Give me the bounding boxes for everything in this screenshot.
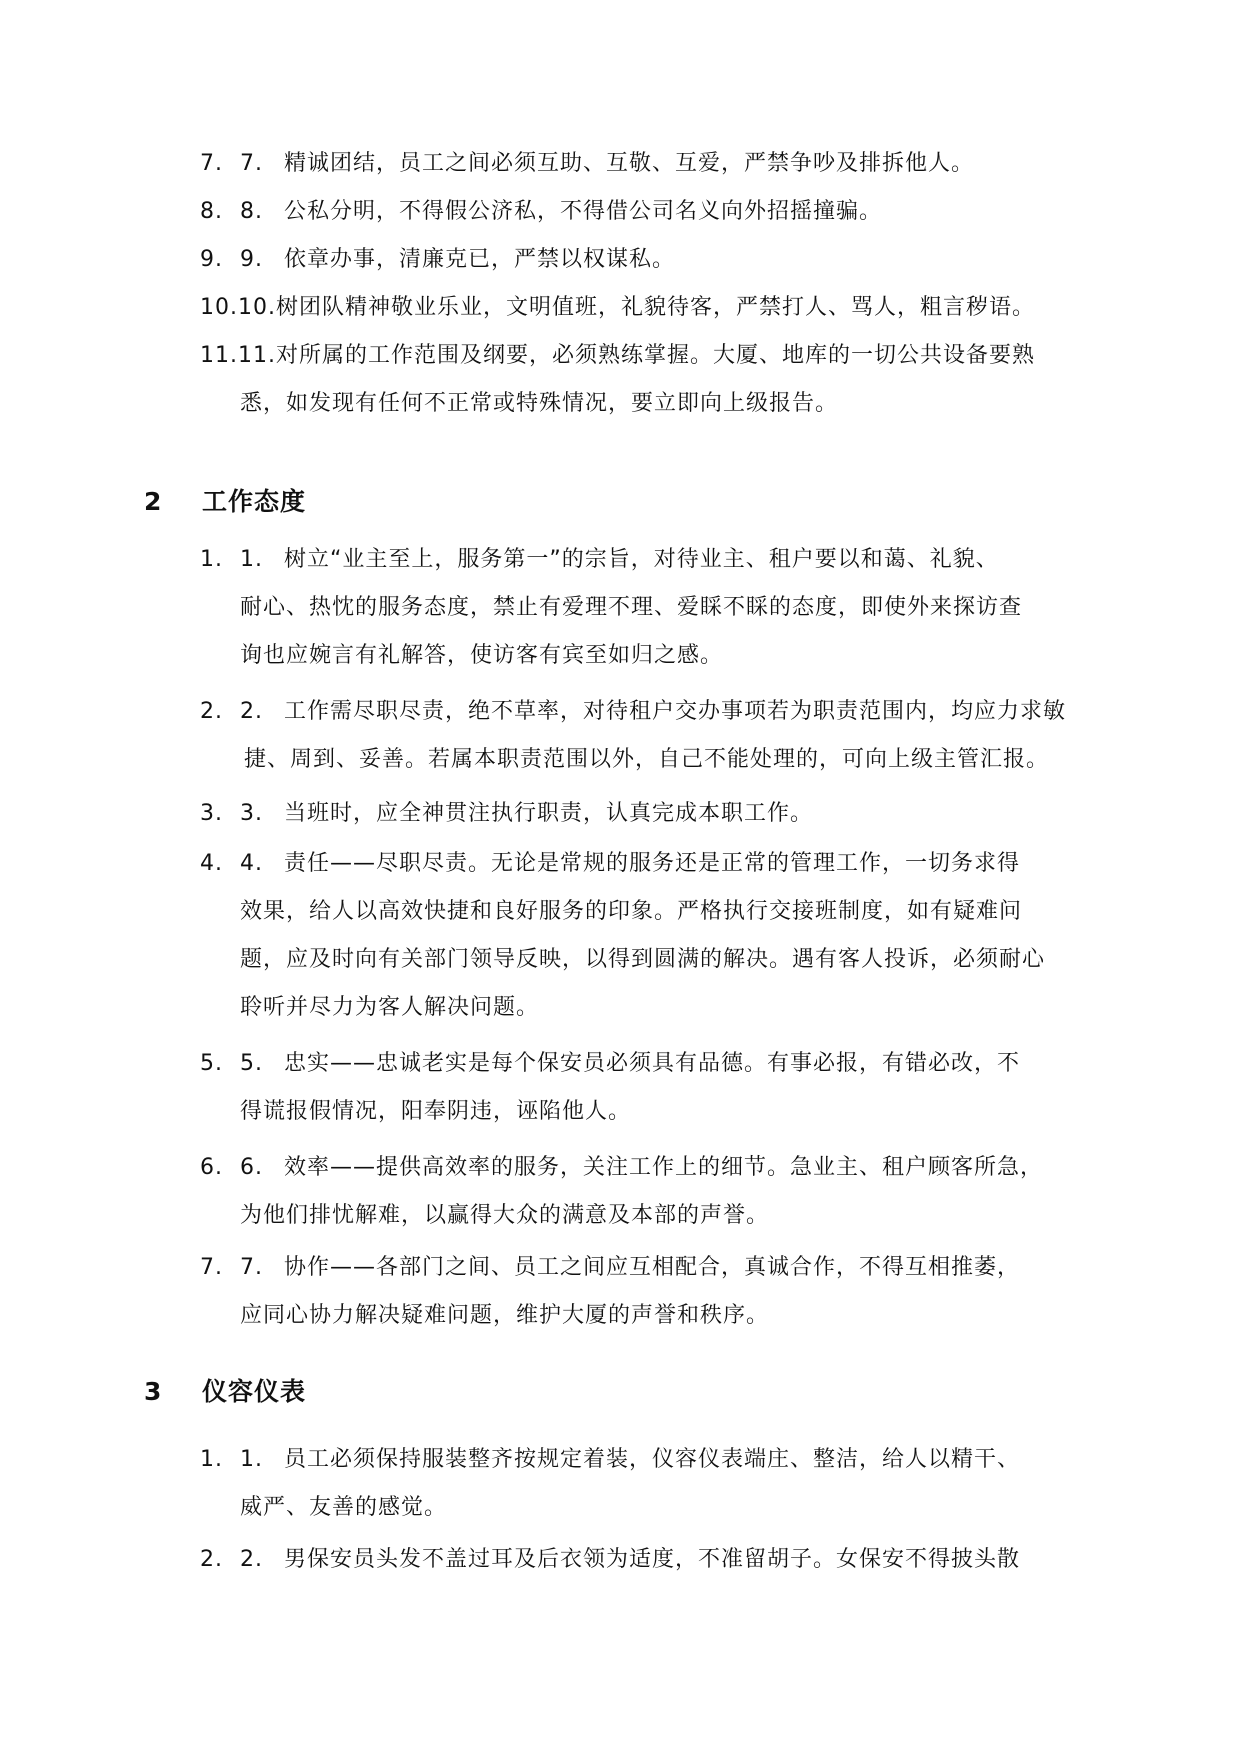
- section-number: 2: [144, 487, 163, 516]
- item-number: 5.: [200, 1051, 223, 1076]
- item-subnumber: 2.: [240, 699, 263, 724]
- section-heading: [144, 482, 306, 518]
- item-number: 7.: [200, 151, 223, 176]
- item-text: 对所属的工作范围及纲要，必须熟练掌握。大厦、地库的一切公共设备要熟: [276, 343, 1036, 368]
- section-title: 工作态度: [202, 487, 307, 516]
- list-item: [200, 1144, 1160, 1240]
- item-subnumber: 7.: [240, 1255, 263, 1280]
- list-item: [200, 140, 1160, 188]
- item-subnumber: 5.: [240, 1051, 263, 1076]
- list-item: [200, 1244, 1160, 1340]
- list-item: [200, 1536, 1160, 1584]
- list-item: [200, 332, 1160, 428]
- item-subnumber: 6.: [240, 1155, 263, 1180]
- item-text-continued: 题，应及时向有关部门领导反映，以得到圆满的解决。遇有客人投诉，必须耐心: [240, 947, 1046, 972]
- item-subnumber: 9.: [240, 247, 263, 272]
- list-item: [200, 790, 1160, 838]
- section-heading: [144, 1372, 306, 1408]
- item-text-continued: 悉，如发现有任何不正常或特殊情况，要立即向上级报告。: [240, 391, 839, 416]
- item-text: 效率——提供高效率的服务，关注工作上的细节。急业主、租户顾客所急，: [284, 1155, 1044, 1180]
- item-text-continued: 应同心协力解决疑难问题，维护大厦的声誉和秩序。: [240, 1303, 770, 1328]
- section-title: 仪容仪表: [202, 1377, 307, 1406]
- item-text: 工作需尽职尽责，绝不草率，对待租户交办事项若为职责范围内，均应力求敏: [284, 699, 1067, 724]
- item-subnumber: 4.: [240, 851, 263, 876]
- item-subnumber: 3.: [240, 801, 263, 826]
- item-number: 1.: [200, 1447, 223, 1472]
- list-item: [200, 840, 1160, 1032]
- list-item: [200, 1040, 1160, 1136]
- list-item: [200, 284, 1160, 332]
- item-subnumber: 10.: [238, 295, 276, 320]
- item-number: 11.: [200, 343, 238, 368]
- item-text-continued: 询也应婉言有礼解答，使访客有宾至如归之感。: [240, 643, 724, 668]
- item-text-continued: 耐心、热忱的服务态度，禁止有爱理不理、爱睬不睬的态度，即使外来探访查: [240, 595, 1023, 620]
- list-item: [200, 688, 1160, 784]
- item-text: 公私分明，不得假公济私，不得借公司名义向外招摇撞骗。: [284, 199, 883, 224]
- item-subnumber: 11.: [238, 343, 276, 368]
- item-subnumber: 8.: [240, 199, 263, 224]
- item-text: 协作——各部门之间、员工之间应互相配合，真诚合作，不得互相推萎，: [284, 1255, 1021, 1280]
- item-text: 树立“业主至上，服务第一”的宗旨，对待业主、租户要以和蔼、礼貌、: [284, 547, 999, 572]
- item-number: 2.: [200, 1547, 223, 1572]
- item-text-continued: 效果，给人以高效快捷和良好服务的印象。严格执行交接班制度，如有疑难问: [240, 899, 1023, 924]
- item-number: 10.: [200, 295, 238, 320]
- item-subnumber: 1.: [240, 1447, 263, 1472]
- item-number: 9.: [200, 247, 223, 272]
- item-number: 1.: [200, 547, 223, 572]
- item-text: 责任——尽职尽责。无论是常规的服务还是正常的管理工作，一切务求得: [284, 851, 1021, 876]
- item-subnumber: 7.: [240, 151, 263, 176]
- item-number: 7.: [200, 1255, 223, 1280]
- item-text: 当班时，应全神贯注执行职责，认真完成本职工作。: [284, 801, 814, 826]
- item-subnumber: 2.: [240, 1547, 263, 1572]
- item-text-continued: 聆听并尽力为客人解决问题。: [240, 995, 540, 1020]
- item-text: 精诚团结，员工之间必须互助、互敬、互爱，严禁争吵及排拆他人。: [284, 151, 975, 176]
- item-text: 男保安员头发不盖过耳及后衣领为适度，不准留胡子。女保安不得披头散: [284, 1547, 1021, 1572]
- item-number: 4.: [200, 851, 223, 876]
- section-number: 3: [144, 1377, 163, 1406]
- item-text-continued: 威严、友善的感觉。: [240, 1495, 448, 1520]
- list-item: [200, 188, 1160, 236]
- item-text-continued: 得谎报假情况，阳奉阴违，诬陷他人。: [240, 1099, 632, 1124]
- item-text: 依章办事，清廉克已，严禁以权谋私。: [284, 247, 676, 272]
- item-number: 2.: [200, 699, 223, 724]
- item-number: 8.: [200, 199, 223, 224]
- list-item: [200, 1436, 1160, 1532]
- item-text-continued: 捷、周到、妥善。若属本职责范围以外，自己不能处理的，可向上级主管汇报。: [244, 747, 1050, 772]
- item-text: 员工必须保持服装整齐按规定着装，仪容仪表端庄、整洁，给人以精干、: [284, 1447, 1021, 1472]
- list-item: [200, 236, 1160, 284]
- item-text: 忠实——忠诚老实是每个保安员必须具有品德。有事必报，有错必改，不: [284, 1051, 1021, 1076]
- item-number: 3.: [200, 801, 223, 826]
- item-subnumber: 1.: [240, 547, 263, 572]
- item-text-continued: 为他们排忧解难，以赢得大众的满意及本部的声誉。: [240, 1203, 770, 1228]
- item-text: 树团队精神敬业乐业，文明值班，礼貌待客，严禁打人、骂人，粗言秽语。: [276, 295, 1036, 320]
- item-number: 6.: [200, 1155, 223, 1180]
- list-item: [200, 536, 1160, 680]
